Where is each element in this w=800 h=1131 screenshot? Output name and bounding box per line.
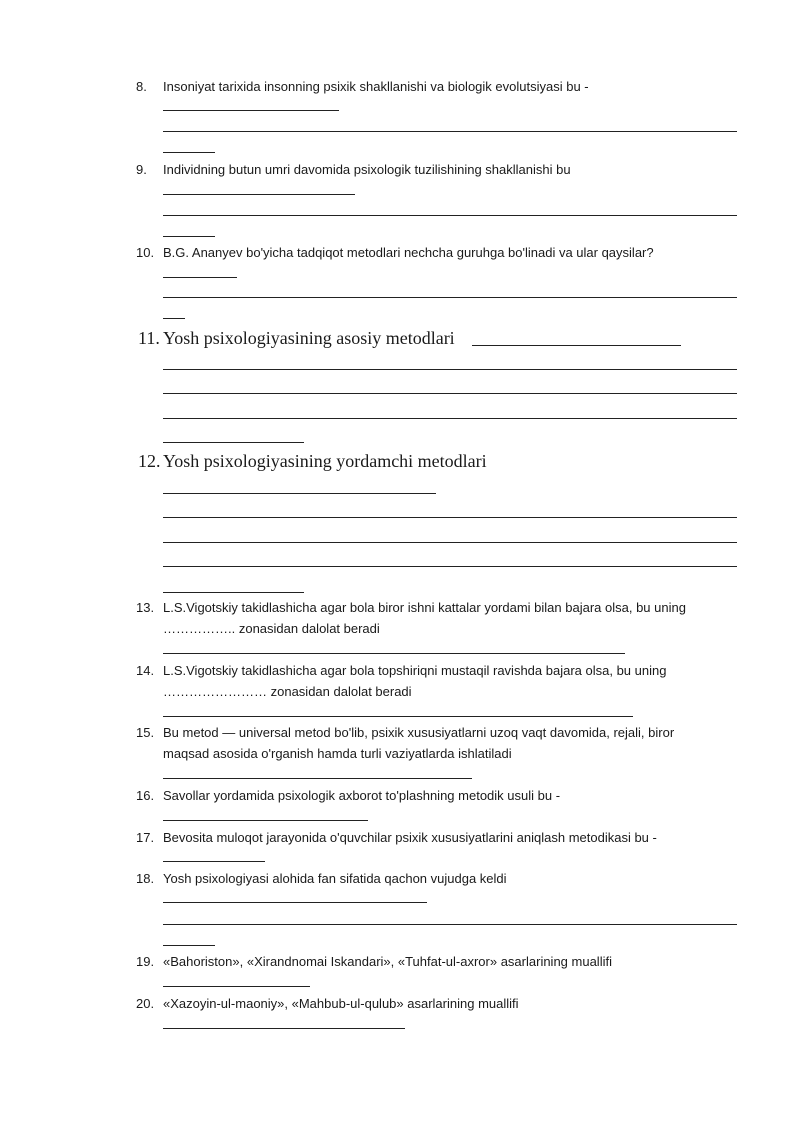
answer-line[interactable] [163, 716, 633, 717]
question-17 [136, 827, 738, 848]
question-text: L.S.Vigotskiy takidlashicha agar bola topshiriqni mustaqil ravishda bajara olsa, bu uning [163, 663, 667, 678]
question-number: 14. [136, 663, 155, 678]
question-text: «Xazoyin-ul-maoniy», «Mahbub-ul-qulub» asarlarining muallifi [163, 996, 519, 1011]
answer-line[interactable] [472, 345, 681, 346]
question-number: 20. [136, 996, 155, 1011]
question-number: 11. [138, 328, 160, 348]
question-13 [136, 597, 738, 639]
answer-line[interactable] [163, 442, 304, 443]
answer-line[interactable] [163, 861, 265, 862]
question-text-cont: maqsad asosida o'rganish hamda turli vaziyatlarda ishlatiladi [163, 746, 512, 761]
answer-line[interactable] [163, 194, 355, 195]
blank-dots[interactable]: …………….. [163, 621, 236, 636]
question-number: 17. [136, 830, 155, 845]
answer-line[interactable] [163, 318, 185, 319]
answer-line[interactable] [163, 778, 472, 779]
question-number: 12. [138, 451, 161, 471]
answer-line[interactable] [163, 277, 237, 278]
question-text: B.G. Ananyev bo'yicha tadqiqot metodlari nechcha guruhga bo'linadi va ular qaysilar? [163, 245, 654, 260]
answer-line[interactable] [163, 297, 737, 298]
question-11 [138, 326, 738, 350]
question-10 [136, 242, 738, 263]
question-text: L.S.Vigotskiy takidlashicha agar bola biror ishni kattalar yordami bilan bajara olsa, bu uning [163, 600, 686, 615]
question-text: Yosh psixologiyasining asosiy metodlari [163, 328, 455, 348]
question-18 [136, 868, 738, 889]
question-text: Bu metod — universal metod bo'lib, psixik xususiyatlarni uzoq vaqt davomida, rejali, biror [163, 725, 675, 740]
answer-line[interactable] [163, 986, 310, 987]
answer-line[interactable] [163, 924, 737, 925]
question-15 [136, 722, 738, 764]
answer-line[interactable] [163, 820, 368, 821]
question-14 [136, 660, 738, 702]
answer-line[interactable] [163, 418, 737, 419]
question-text: Bevosita muloqot jarayonida o'quvchilar psixik xususiyatlarini aniqlash metodikasi bu - [163, 830, 657, 845]
question-number: 16. [136, 788, 155, 803]
question-text: Individning butun umri davomida psixologik tuzilishining shakllanishi bu [163, 162, 571, 177]
answer-line[interactable] [163, 902, 427, 903]
question-text: Yosh psixologiyasining yordamchi metodlari [163, 451, 487, 471]
question-9 [136, 159, 738, 180]
question-20 [136, 993, 738, 1014]
question-text: «Bahoriston», «Xirandnomai Iskandari», «Tuhfat-ul-axror» asarlarining muallifi [163, 954, 612, 969]
answer-line[interactable] [163, 215, 737, 216]
answer-line[interactable] [163, 517, 737, 518]
blank-dots[interactable]: …………………… [163, 684, 267, 699]
answer-line[interactable] [163, 131, 737, 132]
answer-line[interactable] [163, 566, 737, 567]
question-16 [136, 785, 738, 806]
answer-line[interactable] [163, 542, 737, 543]
question-number: 15. [136, 725, 155, 740]
answer-line[interactable] [163, 493, 436, 494]
answer-line[interactable] [163, 1028, 405, 1029]
answer-line[interactable] [163, 592, 304, 593]
answer-line[interactable] [163, 110, 339, 111]
question-number: 10. [136, 245, 155, 260]
question-text-cont: zonasidan dalolat beradi [235, 621, 380, 636]
question-8 [136, 76, 738, 97]
question-text: Yosh psixologiyasi alohida fan sifatida qachon vujudga keldi [163, 871, 507, 886]
answer-line[interactable] [163, 369, 737, 370]
question-number: 18. [136, 871, 155, 886]
answer-line[interactable] [163, 653, 625, 654]
answer-line[interactable] [163, 393, 737, 394]
question-text: Insoniyat tarixida insonning psixik shakllanishi va biologik evolutsiyasi bu - [163, 79, 589, 94]
answer-line[interactable] [163, 236, 215, 237]
question-text-cont: zonasidan dalolat beradi [267, 684, 412, 699]
question-number: 13. [136, 600, 155, 615]
question-number: 8. [136, 79, 147, 94]
question-number: 19. [136, 954, 155, 969]
question-number: 9. [136, 162, 147, 177]
question-text: Savollar yordamida psixologik axborot to'plashning metodik usuli bu - [163, 788, 561, 803]
answer-line[interactable] [163, 152, 215, 153]
question-19 [136, 951, 738, 972]
question-12 [138, 449, 738, 473]
answer-line[interactable] [163, 945, 215, 946]
